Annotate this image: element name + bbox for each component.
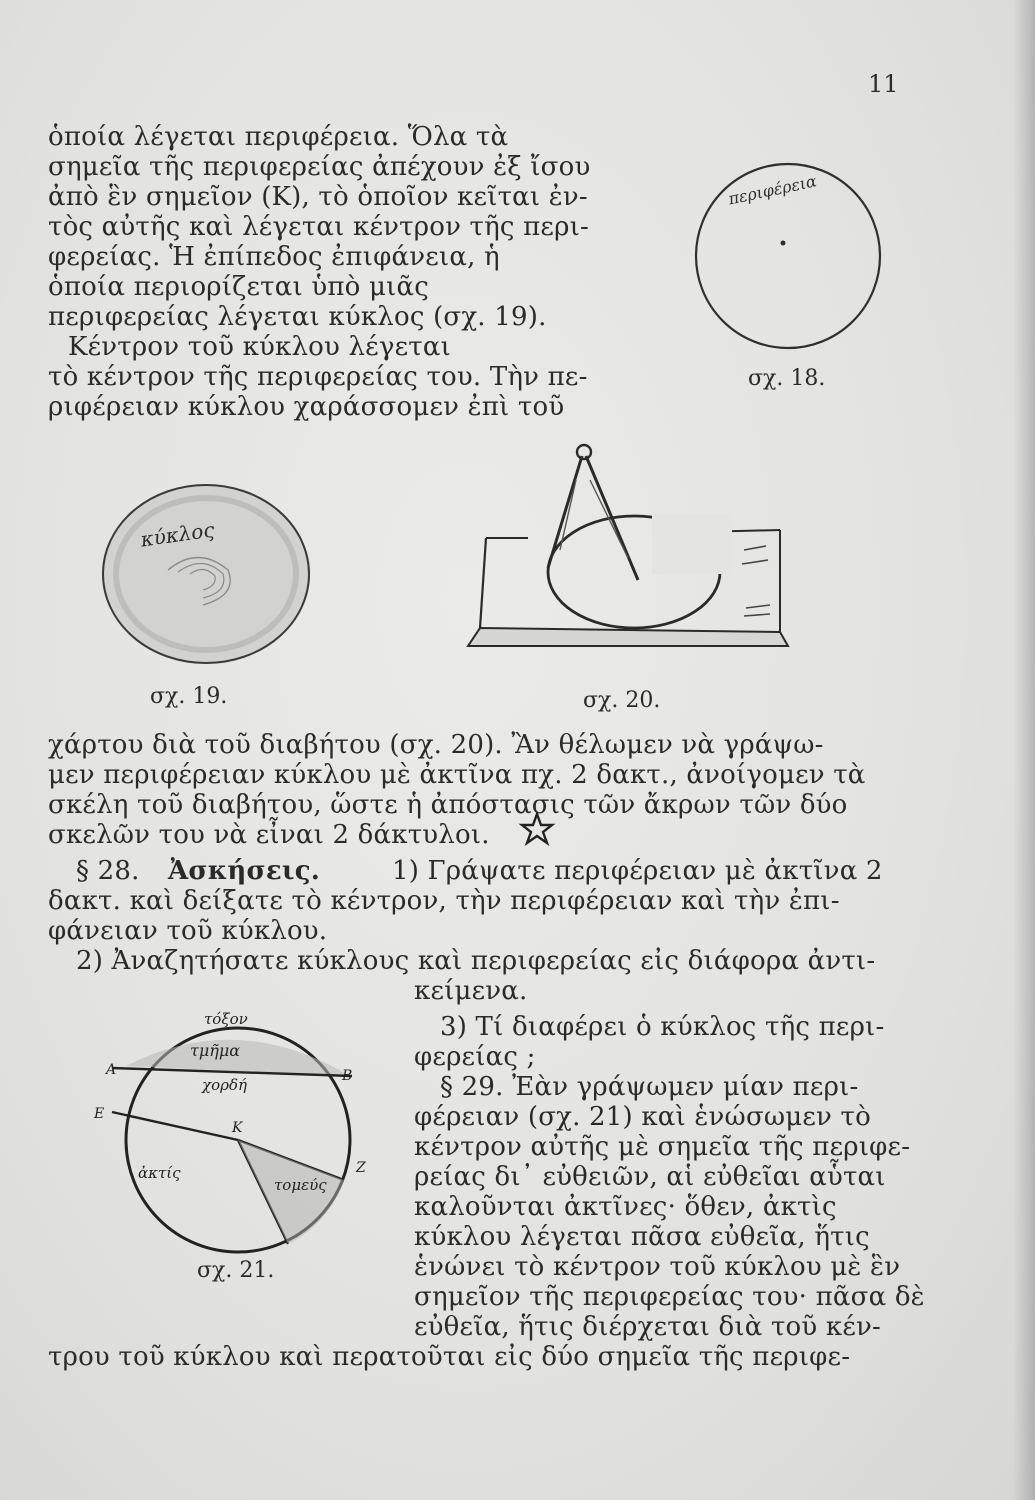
text-line: 2) Ἀναζητήσατε κύκλους καὶ περιφερείας εἰς διάφορα ἀντι-: [76, 946, 876, 976]
text-line: 1) Γράψατε περιφέρειαν μὲ ἀκτῖνα 2: [392, 856, 883, 886]
point-a-label: Α: [106, 1062, 117, 1078]
text-line: φέρειαν (σχ. 21) καὶ ἑνώσωμεν τὸ: [414, 1102, 871, 1132]
text-line: μεν περιφέρειαν κύκλου μὲ ἀκτῖνα πχ. 2 δακτ., ἀνοίγομεν τὰ: [48, 760, 866, 790]
text-line: φάνειαν τοῦ κύκλου.: [48, 916, 328, 946]
segment-label: τμῆμα: [190, 1041, 241, 1060]
text-line: δακτ. καὶ δείξατε τὸ κέντρον, τὴν περιφέρειαν καὶ τὴν ἐπι-: [48, 886, 840, 916]
pencil-star-icon: [520, 812, 554, 846]
text-line: Κέντρον τοῦ κύκλου λέγεται: [68, 332, 451, 362]
figure-20-compass: [462, 440, 792, 660]
fig18-caption: σχ. 18.: [748, 366, 826, 391]
exercises-heading: Ἀσκήσεις.: [168, 856, 320, 886]
figure-21-circle-parts: [90, 1004, 390, 1254]
text-line: 3) Τί διαφέρει ὁ κύκλος τῆς περι-: [440, 1012, 885, 1042]
fig19-caption: σχ. 19.: [150, 684, 228, 709]
figure-19-disc: [98, 482, 318, 672]
fig19-label: κύκλος: [138, 517, 216, 552]
figure-18-circle: [690, 158, 890, 358]
text-line: σκέλη τοῦ διαβήτου, ὥστε ἡ ἀπόστασις τῶν ἄκρων τῶν δύο: [48, 790, 848, 820]
text-line: ὁποία περιορίζεται ὑπὸ μιᾶς: [48, 272, 429, 302]
text-line: § 29. Ἐὰν γράψωμεν μίαν περι-: [440, 1072, 859, 1102]
point-e-label: Ε: [94, 1106, 105, 1122]
text-line: ρείας δι᾽ εὐθειῶν, αἱ εὐθεῖαι αὗται: [414, 1162, 886, 1192]
fig21-caption: σχ. 21.: [197, 1258, 275, 1283]
point-z-label: Ζ: [356, 1160, 366, 1176]
fig18-label: περιφέρεια: [726, 171, 819, 209]
text-line: φερείας. Ἡ ἐπίπεδος ἐπιφάνεια, ἡ: [48, 242, 500, 272]
text-line: φερείας ;: [414, 1042, 536, 1072]
text-line: χάρτου διὰ τοῦ διαβήτου (σχ. 20). Ἂν θέλωμεν νὰ γράψω-: [48, 730, 824, 760]
text-line: τὸς αὐτῆς καὶ λέγεται κέντρον τῆς περι-: [48, 212, 589, 242]
text-line: ἀπὸ ἓν σημεῖον (Κ), τὸ ὁποῖον κεῖται ἐν-: [48, 182, 588, 212]
fig20-caption: σχ. 20.: [583, 688, 661, 713]
text-line: περιφερείας λέγεται κύκλος (σχ. 19).: [48, 302, 547, 332]
page-number: 11: [868, 70, 899, 98]
text-line: ἑνώνει τὸ κέντρον τοῦ κύκλου μὲ ἓν: [414, 1252, 901, 1282]
page-edge-shadow: [1013, 0, 1035, 1500]
text-line: κύκλου λέγεται πᾶσα εὐθεῖα, ἥτις: [414, 1222, 870, 1252]
text-line: σημεῖον τῆς περιφερείας του· πᾶσα δὲ: [414, 1282, 925, 1312]
text-line: σημεῖα τῆς περιφερείας ἀπέχουν ἐξ ἴσου: [48, 152, 591, 182]
text-line: ριφέρειαν κύκλου χαράσσομεν ἐπὶ τοῦ: [48, 392, 565, 422]
point-k-label: Κ: [232, 1120, 243, 1136]
text-line: ὁποία λέγεται περιφέρεια. Ὅλα τὰ: [48, 122, 509, 152]
arc-label: τόξον: [204, 1010, 248, 1028]
text-line: τὸ κέντρον τῆς περιφερείας του. Τὴν πε-: [48, 362, 588, 392]
text-line: τρου τοῦ κύκλου καὶ περατοῦται εἰς δύο σημεῖα τῆς περιφε-: [48, 1342, 851, 1372]
text-line: καλοῦνται ἀκτῖνες· ὅθεν, ἀκτὶς: [414, 1192, 837, 1222]
text-line: κέντρον αὐτῆς μὲ σημεῖα τῆς περιφε-: [414, 1132, 911, 1162]
sector-label: τομεύς: [274, 1176, 327, 1194]
radius-label: ἀκτίς: [138, 1164, 181, 1182]
text-line: εὐθεῖα, ἥτις διέρχεται διὰ τοῦ κέν-: [414, 1312, 881, 1342]
point-b-label: Β: [342, 1068, 353, 1084]
section-28-label: § 28.: [76, 856, 140, 886]
text-line: κείμενα.: [414, 976, 528, 1006]
chord-label: χορδή: [202, 1076, 247, 1094]
text-line: σκελῶν του νὰ εἶναι 2 δάκτυλοι.: [48, 820, 490, 850]
